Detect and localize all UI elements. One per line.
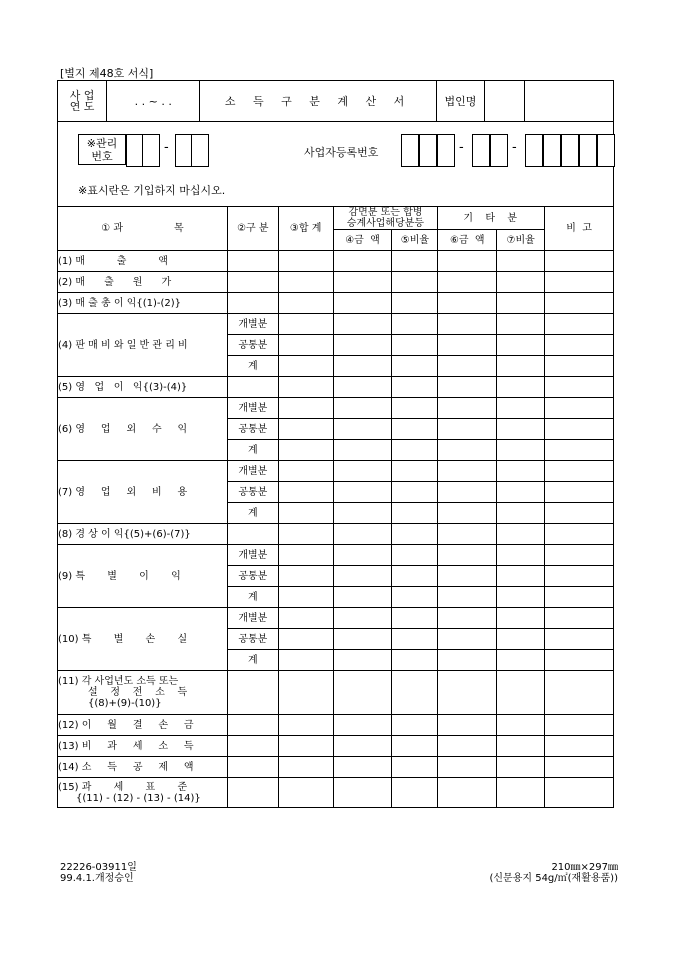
reg-digit-6[interactable] xyxy=(525,134,543,167)
entry-cell[interactable] xyxy=(545,440,614,461)
sub-sum: 계 xyxy=(227,356,278,377)
entry-cell[interactable] xyxy=(545,566,614,587)
entry-cell[interactable] xyxy=(545,356,614,377)
sub-individual: 개별분 xyxy=(227,545,278,566)
row-label: (9) 특 별 이 익 xyxy=(58,545,228,608)
entry-cell[interactable] xyxy=(545,757,614,778)
entry-cell[interactable] xyxy=(278,629,333,650)
entry-cell[interactable] xyxy=(333,272,392,293)
entry-cell[interactable] xyxy=(497,545,545,566)
entry-cell[interactable] xyxy=(392,524,438,545)
corp-name-value[interactable] xyxy=(524,81,613,122)
entry-cell[interactable] xyxy=(392,293,438,314)
row-label: (15) 과 세 표 준 xyxy=(58,781,188,793)
entry-cell[interactable] xyxy=(392,377,438,398)
entry-cell[interactable] xyxy=(438,524,497,545)
entry-cell[interactable] xyxy=(438,356,497,377)
col-reduced-amount: ④금 액 xyxy=(333,230,392,251)
row-label: {(11) - (12) - (13) - (14)} xyxy=(76,792,201,804)
row-label: (11) 각 사업년도 소득 또는 xyxy=(58,676,179,687)
entry-cell[interactable] xyxy=(278,736,333,757)
entry-cell[interactable] xyxy=(333,419,392,440)
entry-cell[interactable] xyxy=(278,715,333,736)
entry-cell[interactable] xyxy=(497,608,545,629)
entry-cell[interactable] xyxy=(497,715,545,736)
reg-digit-5[interactable] xyxy=(490,134,508,167)
entry-cell[interactable] xyxy=(392,608,438,629)
entry-cell[interactable] xyxy=(278,251,333,272)
entry-cell[interactable] xyxy=(278,482,333,503)
entry-cell[interactable] xyxy=(438,272,497,293)
entry-cell[interactable] xyxy=(438,398,497,419)
entry-cell[interactable] xyxy=(497,503,545,524)
entry-cell[interactable] xyxy=(438,482,497,503)
col-other-rate: ⑦비율 xyxy=(497,230,545,251)
entry-cell[interactable] xyxy=(278,587,333,608)
header-table xyxy=(57,80,614,122)
row-label: (3) 매 출 총 이 익{(1)-(2)} xyxy=(58,293,228,314)
entry-cell[interactable] xyxy=(545,293,614,314)
entry-cell[interactable] xyxy=(438,377,497,398)
entry-cell[interactable] xyxy=(545,587,614,608)
col-reduced: 감면분 또는 합병 승계사업해당분등 xyxy=(333,207,438,230)
entry-cell[interactable] xyxy=(497,650,545,671)
entry-cell[interactable] xyxy=(333,440,392,461)
entry-cell[interactable] xyxy=(278,778,333,808)
entry-cell[interactable] xyxy=(333,524,392,545)
corp-name-field[interactable] xyxy=(484,81,524,122)
entry-cell[interactable] xyxy=(497,671,545,715)
entry-cell[interactable] xyxy=(392,778,438,808)
entry-cell[interactable] xyxy=(278,545,333,566)
entry-cell[interactable] xyxy=(333,377,392,398)
entry-cell[interactable] xyxy=(545,524,614,545)
entry-cell[interactable] xyxy=(333,587,392,608)
entry-cell[interactable] xyxy=(333,545,392,566)
entry-cell[interactable] xyxy=(278,314,333,335)
entry-cell[interactable] xyxy=(438,566,497,587)
entry-cell[interactable] xyxy=(497,356,545,377)
row-label: (10) 특 별 손 실 xyxy=(58,608,228,671)
entry-cell[interactable] xyxy=(333,293,392,314)
entry-cell[interactable] xyxy=(333,503,392,524)
entry-cell[interactable] xyxy=(278,503,333,524)
entry-cell[interactable] xyxy=(438,671,497,715)
entry-cell[interactable] xyxy=(438,293,497,314)
mgmt-digit-2[interactable] xyxy=(142,134,160,167)
footer-paper: (신문용지 54g/㎡(재활용품)) xyxy=(489,873,618,884)
id-section xyxy=(57,122,614,207)
entry-cell[interactable] xyxy=(227,377,278,398)
entry-cell[interactable] xyxy=(392,335,438,356)
footer-size: 210㎜×297㎜ xyxy=(551,862,618,873)
entry-cell[interactable] xyxy=(438,608,497,629)
entry-cell[interactable] xyxy=(392,715,438,736)
entry-cell[interactable] xyxy=(278,566,333,587)
mgmt-label: ※관리 번호 xyxy=(78,134,126,165)
entry-cell[interactable] xyxy=(497,251,545,272)
entry-cell[interactable] xyxy=(333,629,392,650)
reg-digit-3[interactable] xyxy=(437,134,455,167)
reg-label: 사업자등록번호 xyxy=(304,146,379,159)
entry-cell[interactable] xyxy=(438,419,497,440)
entry-cell[interactable] xyxy=(545,736,614,757)
reg-digit-4[interactable] xyxy=(472,134,490,167)
entry-cell[interactable] xyxy=(438,335,497,356)
entry-cell[interactable] xyxy=(497,587,545,608)
row-label: (13) 비 과 세 소 득 xyxy=(58,736,228,757)
sub-common: 공통분 xyxy=(227,335,278,356)
row-label: (4) 판 매 비 와 일 반 관 리 비 xyxy=(58,314,228,377)
entry-cell[interactable] xyxy=(497,272,545,293)
entry-cell[interactable] xyxy=(497,757,545,778)
col-other: 기 타 분 xyxy=(438,207,545,230)
entry-cell[interactable] xyxy=(438,251,497,272)
entry-cell[interactable] xyxy=(545,314,614,335)
sub-individual: 개별분 xyxy=(227,398,278,419)
entry-cell[interactable] xyxy=(545,545,614,566)
sub-individual: 개별분 xyxy=(227,314,278,335)
dash: - xyxy=(459,140,464,155)
entry-cell[interactable] xyxy=(392,440,438,461)
entry-cell[interactable] xyxy=(227,272,278,293)
entry-cell[interactable] xyxy=(278,419,333,440)
reg-digit-9[interactable] xyxy=(579,134,597,167)
entry-cell[interactable] xyxy=(227,671,278,715)
entry-cell[interactable] xyxy=(438,650,497,671)
entry-cell[interactable] xyxy=(438,314,497,335)
year-label: 사 업 연 도 xyxy=(58,81,107,122)
entry-cell[interactable] xyxy=(438,736,497,757)
row-label: (1) 매 출 액 xyxy=(58,251,228,272)
entry-cell[interactable] xyxy=(545,650,614,671)
entry-cell[interactable] xyxy=(545,629,614,650)
entry-cell[interactable] xyxy=(278,293,333,314)
entry-cell[interactable] xyxy=(392,503,438,524)
entry-cell[interactable] xyxy=(392,629,438,650)
entry-cell[interactable] xyxy=(545,503,614,524)
col-item: ① 과 목 xyxy=(58,207,228,251)
reg-digit-2[interactable] xyxy=(419,134,437,167)
col-type: ②구 분 xyxy=(227,207,278,251)
entry-cell[interactable] xyxy=(497,778,545,808)
dash: - xyxy=(164,140,169,155)
entry-cell[interactable] xyxy=(333,715,392,736)
entry-cell[interactable] xyxy=(545,778,614,808)
col-other-amount: ⑥금 액 xyxy=(438,230,497,251)
entry-cell[interactable] xyxy=(545,482,614,503)
col-note: 비 고 xyxy=(545,207,614,251)
sub-common: 공통분 xyxy=(227,629,278,650)
dash: - xyxy=(512,140,517,155)
entry-cell[interactable] xyxy=(497,482,545,503)
entry-cell[interactable] xyxy=(392,251,438,272)
row-label: (5) 영 업 이 익{(3)-(4)} xyxy=(58,377,228,398)
entry-cell[interactable] xyxy=(278,335,333,356)
income-table xyxy=(57,206,614,808)
entry-cell[interactable] xyxy=(545,715,614,736)
sub-common: 공통분 xyxy=(227,419,278,440)
entry-cell[interactable] xyxy=(227,757,278,778)
entry-cell[interactable] xyxy=(333,757,392,778)
mgmt-digit-4[interactable] xyxy=(191,134,209,167)
entry-cell[interactable] xyxy=(333,608,392,629)
entry-cell[interactable] xyxy=(545,272,614,293)
entry-cell[interactable] xyxy=(278,377,333,398)
entry-cell[interactable] xyxy=(438,629,497,650)
entry-cell[interactable] xyxy=(333,314,392,335)
row-label-11 xyxy=(58,671,228,715)
sub-sum: 계 xyxy=(227,503,278,524)
entry-cell[interactable] xyxy=(278,356,333,377)
corp-name-label: 법인명 xyxy=(436,81,484,122)
entry-cell[interactable] xyxy=(497,461,545,482)
row-label: (14) 소 득 공 제 액 xyxy=(58,757,228,778)
footer-approval: 99.4.1.개정승인 xyxy=(60,873,134,884)
entry-cell[interactable] xyxy=(392,757,438,778)
row-label: (7) 영 업 외 비 용 xyxy=(58,461,228,524)
entry-cell[interactable] xyxy=(227,715,278,736)
sub-common: 공통분 xyxy=(227,482,278,503)
reg-digit-1[interactable] xyxy=(401,134,419,167)
entry-cell[interactable] xyxy=(227,524,278,545)
entry-cell[interactable] xyxy=(545,377,614,398)
entry-cell[interactable] xyxy=(545,251,614,272)
reg-digit-7[interactable] xyxy=(543,134,561,167)
entry-cell[interactable] xyxy=(227,251,278,272)
entry-cell[interactable] xyxy=(333,566,392,587)
sub-sum: 계 xyxy=(227,587,278,608)
entry-cell[interactable] xyxy=(333,736,392,757)
entry-cell[interactable] xyxy=(497,566,545,587)
row-label: 설 정 전 소 득 xyxy=(88,687,188,698)
sub-individual: 개별분 xyxy=(227,461,278,482)
page-title: 소 득 구 분 계 산 서 xyxy=(200,81,437,122)
entry-cell[interactable] xyxy=(392,545,438,566)
entry-cell[interactable] xyxy=(392,566,438,587)
entry-cell[interactable] xyxy=(278,398,333,419)
entry-cell[interactable] xyxy=(438,545,497,566)
entry-cell[interactable] xyxy=(438,778,497,808)
entry-cell[interactable] xyxy=(497,419,545,440)
entry-cell[interactable] xyxy=(497,293,545,314)
entry-cell[interactable] xyxy=(333,356,392,377)
entry-cell[interactable] xyxy=(392,736,438,757)
row-label: (12) 이 월 결 손 금 xyxy=(58,715,228,736)
entry-cell[interactable] xyxy=(333,671,392,715)
entry-cell[interactable] xyxy=(227,293,278,314)
entry-cell[interactable] xyxy=(278,650,333,671)
entry-cell[interactable] xyxy=(497,736,545,757)
entry-cell[interactable] xyxy=(278,524,333,545)
entry-cell[interactable] xyxy=(497,440,545,461)
entry-cell[interactable] xyxy=(392,314,438,335)
entry-cell[interactable] xyxy=(392,272,438,293)
entry-cell[interactable] xyxy=(392,587,438,608)
entry-cell[interactable] xyxy=(438,503,497,524)
entry-cell[interactable] xyxy=(333,461,392,482)
entry-cell[interactable] xyxy=(333,650,392,671)
entry-cell[interactable] xyxy=(392,356,438,377)
entry-cell[interactable] xyxy=(497,377,545,398)
entry-cell[interactable] xyxy=(545,461,614,482)
footer-code: 22226-03911일 xyxy=(60,862,137,873)
entry-cell[interactable] xyxy=(333,335,392,356)
row-label: (2) 매 출 원 가 xyxy=(58,272,228,293)
entry-cell[interactable] xyxy=(545,398,614,419)
entry-cell[interactable] xyxy=(438,440,497,461)
reg-digit-10[interactable] xyxy=(597,134,615,167)
entry-cell[interactable] xyxy=(438,587,497,608)
entry-cell[interactable] xyxy=(227,778,278,808)
entry-cell[interactable] xyxy=(545,608,614,629)
entry-cell[interactable] xyxy=(278,757,333,778)
row-label: {(8)+(9)-(10)} xyxy=(88,698,162,709)
entry-cell[interactable] xyxy=(278,461,333,482)
entry-cell[interactable] xyxy=(497,335,545,356)
row-label-15 xyxy=(58,778,228,808)
entry-cell[interactable] xyxy=(497,524,545,545)
entry-cell[interactable] xyxy=(545,335,614,356)
entry-cell[interactable] xyxy=(333,482,392,503)
sub-common: 공통분 xyxy=(227,566,278,587)
entry-cell[interactable] xyxy=(438,757,497,778)
entry-cell[interactable] xyxy=(497,314,545,335)
entry-cell[interactable] xyxy=(278,671,333,715)
col-reduced-rate: ⑤비율 xyxy=(392,230,438,251)
entry-cell[interactable] xyxy=(392,650,438,671)
entry-cell[interactable] xyxy=(497,398,545,419)
entry-cell[interactable] xyxy=(333,398,392,419)
entry-cell[interactable] xyxy=(392,398,438,419)
entry-cell[interactable] xyxy=(392,419,438,440)
entry-cell[interactable] xyxy=(392,671,438,715)
sub-individual: 개별분 xyxy=(227,608,278,629)
entry-cell[interactable] xyxy=(333,778,392,808)
sub-sum: 계 xyxy=(227,650,278,671)
entry-cell[interactable] xyxy=(497,629,545,650)
entry-cell[interactable] xyxy=(278,440,333,461)
row-label: (6) 영 업 외 수 익 xyxy=(58,398,228,461)
entry-cell[interactable] xyxy=(438,461,497,482)
row-label: (8) 경 상 이 익{(5)+(6)-(7)} xyxy=(58,524,228,545)
entry-cell[interactable] xyxy=(392,461,438,482)
entry-cell[interactable] xyxy=(278,608,333,629)
reg-digit-8[interactable] xyxy=(561,134,579,167)
entry-cell[interactable] xyxy=(333,251,392,272)
entry-cell[interactable] xyxy=(227,736,278,757)
entry-cell[interactable] xyxy=(438,715,497,736)
form-label: [별지 제48호 서식] xyxy=(60,67,154,80)
period-field[interactable]: . . ~ . . xyxy=(107,81,200,122)
sub-sum: 계 xyxy=(227,440,278,461)
entry-cell[interactable] xyxy=(545,419,614,440)
entry-cell[interactable] xyxy=(392,482,438,503)
entry-cell[interactable] xyxy=(278,272,333,293)
notice: ※표시란은 기입하지 마십시오. xyxy=(78,184,226,197)
col-total: ③합 계 xyxy=(278,207,333,251)
entry-cell[interactable] xyxy=(545,671,614,715)
